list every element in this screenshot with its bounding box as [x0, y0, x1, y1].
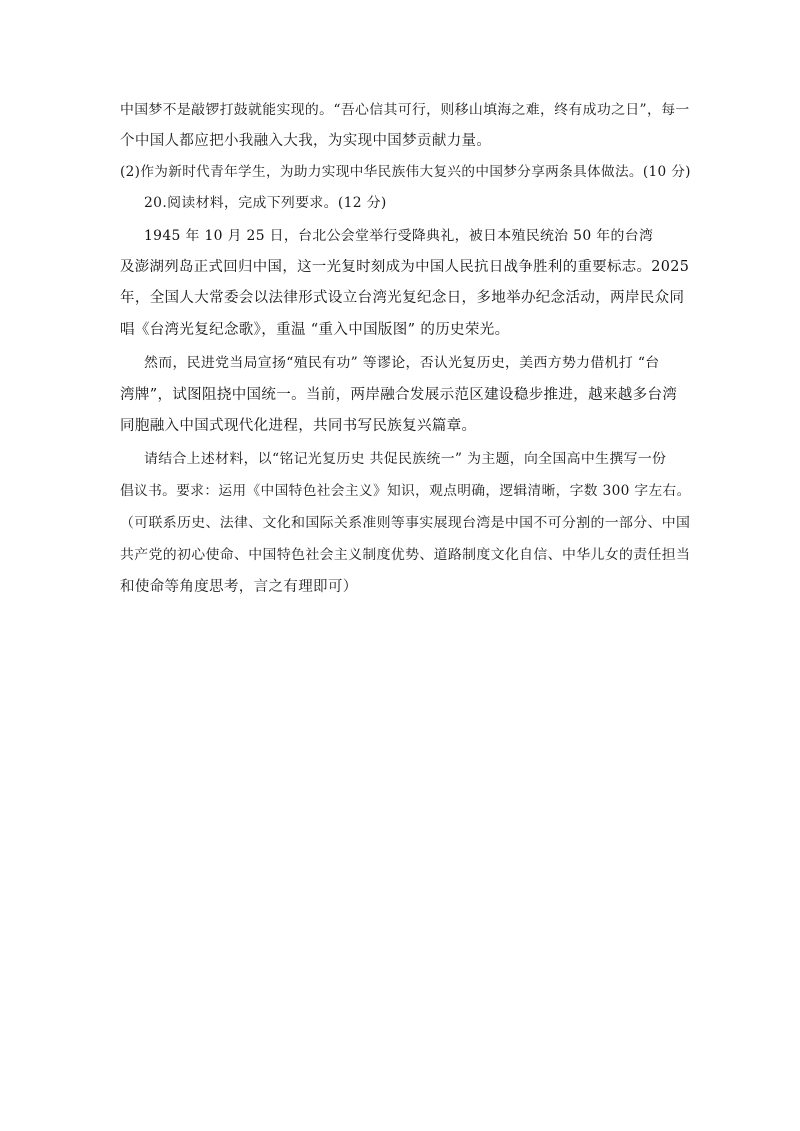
- task-line-1: 请结合上述材料，以“铭记光复历史 共促民族统一” 为主题，向全国高中生撰写一份: [144, 451, 667, 467]
- hint-line-1: （可联系历史、法律、文化和国际关系准则等事实展现台湾是中国不可分割的一部分、中国: [120, 515, 691, 531]
- material-line-4: 唱《台湾光复纪念歌》，重温 “重入中国版图” 的历史荣光。: [120, 322, 510, 338]
- material-line-1: 1945 年 10 月 25 日，台北公会堂举行受降典礼，被日本殖民统治 50 年的台湾: [144, 228, 654, 244]
- hint-line-2: 共产党的初心使命、中国特色社会主义制度优势、道路制度文化自信、中华儿女的责任担当: [120, 547, 691, 563]
- material-line-2: 及澎湖列岛正式回归中国，这一光复时刻成为中国人民抗日战争胜利的重要标志。2025: [120, 259, 690, 275]
- material-line-5: 然而，民进党当局宣扬“殖民有功” 等谬论，否认光复历史，美西方势力借机打 “台: [144, 355, 660, 371]
- material-line-6: 湾牌”，试图阻挠中国统一。当前，两岸融合发展示范区建设稳步推进，越来越多台湾: [120, 387, 678, 403]
- hint-line-3: 和使命等角度思考，言之有理即可）: [120, 579, 358, 595]
- question-20-heading: 20.阅读材料，完成下列要求。(12 分): [144, 195, 387, 211]
- question-2-prompt: (2)作为新时代青年学生，为助力实现中华民族伟大复兴的中国梦分享两条具体做法。(10 分): [120, 164, 691, 180]
- material-line-7: 同胞融入中国式现代化进程，共同书写民族复兴篇章。: [120, 418, 477, 434]
- paragraph-line-1: 中国梦不是敲锣打鼓就能实现的。“吾心信其可行，则移山填海之难，终有成功之日”，每一: [120, 102, 690, 118]
- task-line-2: 倡议书。要求：运用《中国特色社会主义》知识，观点明确，逻辑清晰，字数 300 字左右。: [120, 483, 691, 499]
- material-line-3: 年，全国人大常委会以法律形式设立台湾光复纪念日，多地举办纪念活动，两岸民众同: [120, 290, 685, 306]
- paragraph-line-2: 个中国人都应把小我融入大我，为实现中国梦贡献力量。: [120, 133, 492, 149]
